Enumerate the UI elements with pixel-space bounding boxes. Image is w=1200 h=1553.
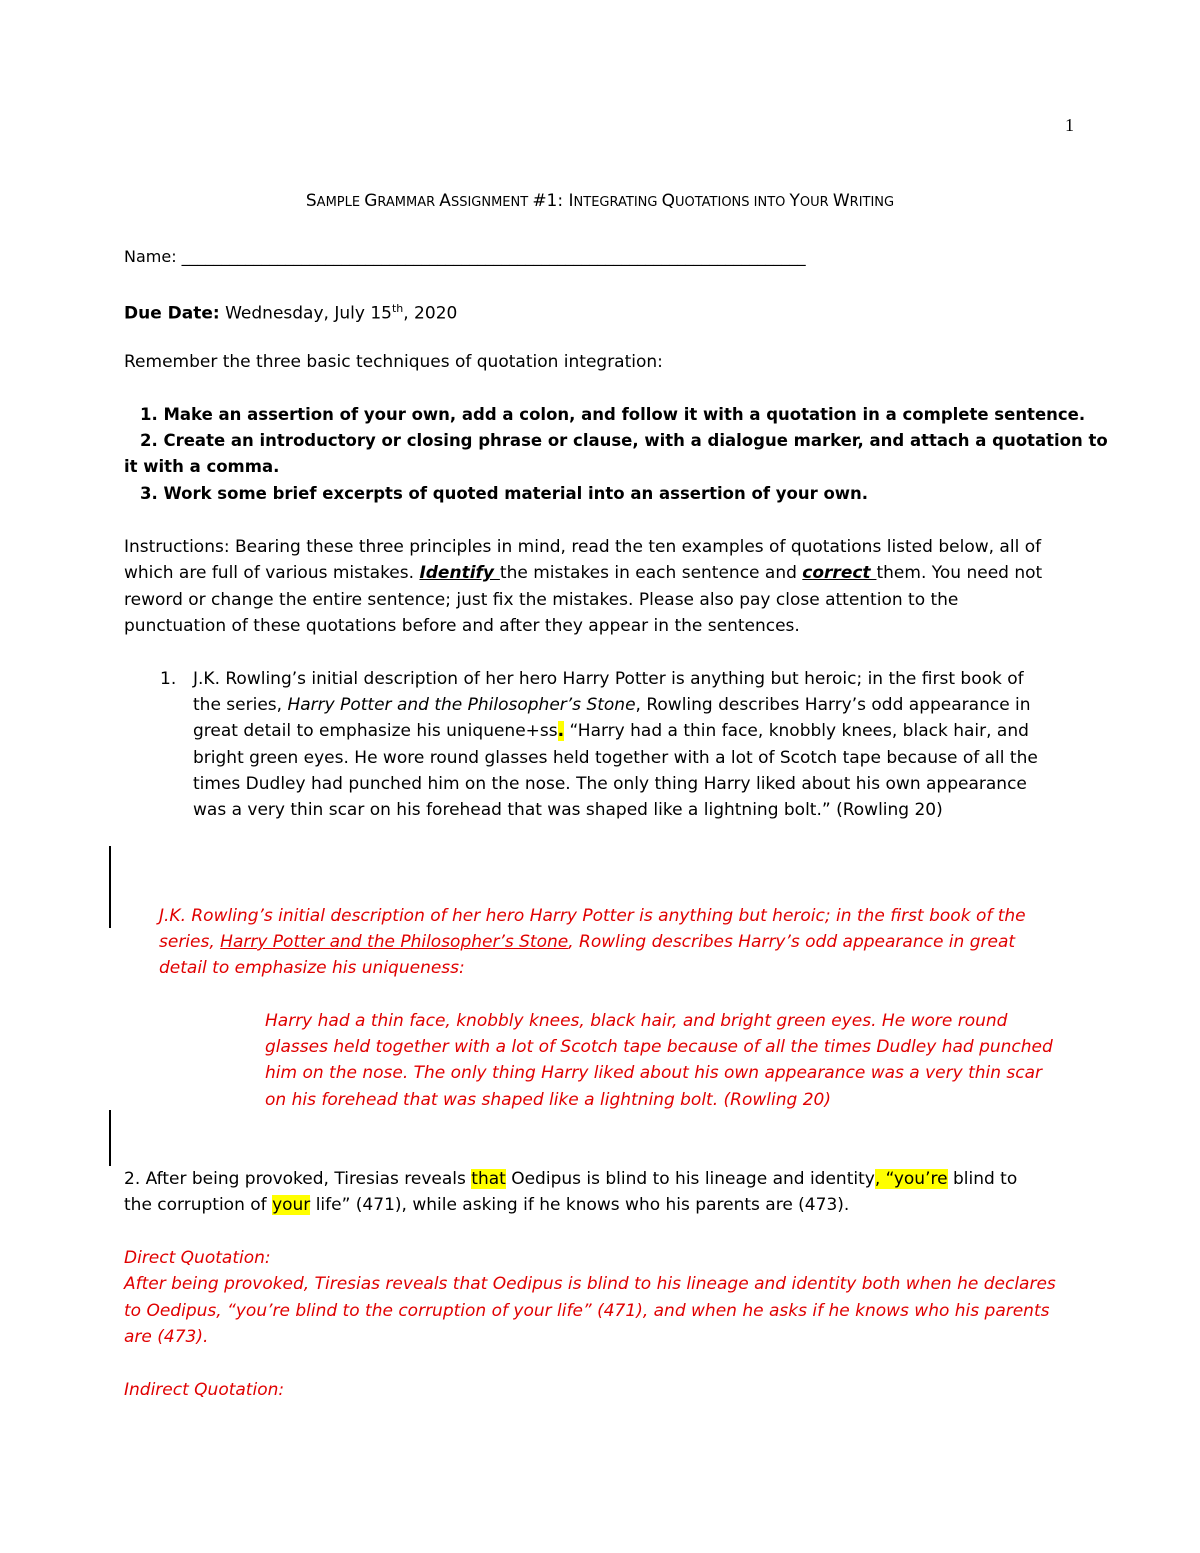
- title-part: AMPLE: [316, 195, 365, 210]
- title-part: Q: [661, 191, 675, 211]
- instructions-line: punctuation of these quotations before and after they appear in the sentences.: [124, 616, 800, 636]
- correction-1-text: , Rowling describes Harry’s odd appearance in great: [568, 932, 1016, 952]
- name-field-line: Name: ______________________________________________________________________________: [124, 247, 806, 266]
- instructions-line: Instructions: Bearing these three principles in mind, read the ten examples of quotations listed below, all of: [124, 537, 1042, 557]
- example-number: 1.: [160, 669, 177, 689]
- remember-line: Remember the three basic techniques of quotation integration:: [124, 352, 663, 372]
- title-part: S: [305, 191, 317, 211]
- page-title: [0, 191, 1200, 211]
- title-part: W: [832, 191, 850, 211]
- technique-3: 3. Work some brief excerpts of quoted material into an assertion of your own.: [140, 484, 869, 503]
- example-1-line: [193, 718, 1029, 745]
- example-2-text: 2. After being provoked, Tiresias reveals: [124, 1169, 472, 1189]
- example-1-line: J.K. Rowling’s initial description of her hero Harry Potter is anything but heroic; in the first book of: [193, 669, 1024, 689]
- example-2-line: [124, 1166, 1017, 1193]
- revision-bar: [109, 1110, 111, 1166]
- technique-1: 1. Make an assertion of your own, add a colon, and follow it with a quotation in a complete sentence.: [140, 405, 1086, 424]
- correction-2-line: to Oedipus, “you’re blind to the corruption of your life” (471), and when he asks if he knows who his parents: [124, 1301, 1050, 1321]
- book-title-underlined: Harry Potter and the Philosopher’s Stone: [220, 932, 569, 952]
- correction-1-line: detail to emphasize his uniqueness:: [159, 958, 465, 978]
- block-quote-line: him on the nose. The only thing Harry liked about his own appearance was a very thin scar: [265, 1063, 1043, 1083]
- title-part: I: [568, 191, 574, 211]
- example-1-text: “Harry had a thin face, knobbly knees, black hair, and: [564, 721, 1029, 741]
- title-part: #1:: [532, 191, 569, 211]
- example-1-text: the series,: [193, 695, 288, 715]
- title-part: Y: [789, 191, 800, 211]
- revision-bar: [109, 846, 111, 928]
- example-2-text: life” (471), while asking if he knows who his parents are (473).: [310, 1195, 850, 1215]
- highlight-mark: your: [272, 1195, 311, 1215]
- example-2-text: blind to: [947, 1169, 1018, 1189]
- title-part: RAMMAR: [377, 195, 440, 210]
- correct-keyword: correct: [802, 563, 877, 583]
- instructions-text: them. You need not: [876, 563, 1043, 583]
- example-1-line: bright green eyes. He wore round glasses held together with a lot of Scotch tape because of all the: [193, 748, 1038, 768]
- example-1-line: was a very thin scar on his forehead that was shaped like a lightning bolt.” (Rowling 20): [193, 800, 943, 820]
- technique-2-cont: it with a comma.: [124, 457, 280, 476]
- example-1-line: [193, 692, 1031, 719]
- due-date: [124, 296, 457, 327]
- title-part: UOTATIONS INTO: [674, 195, 790, 210]
- correction-1-line: [159, 929, 1015, 956]
- example-1-text: , Rowling describes Harry’s odd appearance in: [635, 695, 1031, 715]
- due-date-year: , 2020: [403, 303, 458, 324]
- title-part: A: [439, 191, 451, 211]
- example-2-text: the corruption of: [124, 1195, 273, 1215]
- highlight-mark: , “you’re: [874, 1169, 948, 1189]
- title-part: RITING: [849, 195, 895, 210]
- due-date-label: Due Date:: [124, 303, 220, 324]
- example-1-line: times Dudley had punched him on the nose. The only thing Harry liked about his own appearance: [193, 774, 1027, 794]
- correction-1-line: J.K. Rowling’s initial description of her hero Harry Potter is anything but heroic; in the first book of the: [159, 906, 1026, 926]
- indirect-quotation-label: Indirect Quotation:: [124, 1380, 285, 1400]
- due-date-sup: th: [391, 302, 404, 315]
- correction-2-line: are (473).: [124, 1327, 209, 1347]
- correction-1-text: series,: [159, 932, 221, 952]
- title-part: OUR: [799, 195, 833, 210]
- block-quote-line: glasses held together with a lot of Scotch tape because of all the times Dudley had punched: [265, 1037, 1053, 1057]
- example-2-text: Oedipus is blind to his lineage and identity: [505, 1169, 875, 1189]
- highlight-mark: .: [557, 721, 565, 741]
- instructions-text: the mistakes in each sentence and: [499, 563, 803, 583]
- title-part: NTEGRATING: [573, 195, 662, 210]
- direct-quotation-label: Direct Quotation:: [124, 1248, 271, 1268]
- title-part: SSIGNMENT: [450, 195, 533, 210]
- block-quote-line: on his forehead that was shaped like a lightning bolt. (Rowling 20): [265, 1090, 831, 1110]
- instructions-line: reword or change the entire sentence; just fix the mistakes. Please also pay close attention to the: [124, 590, 959, 610]
- page-number: 1: [1065, 115, 1074, 135]
- title-part: G: [364, 191, 378, 211]
- book-title: Harry Potter and the Philosopher’s Stone: [287, 695, 636, 715]
- highlight-mark: that: [471, 1169, 506, 1189]
- instructions-line: [124, 560, 1042, 587]
- example-1-text: great detail to emphasize his uniquene+ss: [193, 721, 558, 741]
- due-date-text: Wednesday, July 15: [219, 303, 392, 324]
- identify-keyword: Identify: [419, 563, 500, 583]
- block-quote-line: Harry had a thin face, knobbly knees, black hair, and bright green eyes. He wore round: [265, 1011, 1008, 1031]
- instructions-text: which are full of various mistakes.: [124, 563, 420, 583]
- example-2-line: [124, 1192, 849, 1219]
- correction-2-line: After being provoked, Tiresias reveals that Oedipus is blind to his lineage and identity both when he declares: [124, 1274, 1056, 1294]
- technique-2: 2. Create an introductory or closing phrase or clause, with a dialogue marker, and attach a quotation to: [140, 431, 1108, 450]
